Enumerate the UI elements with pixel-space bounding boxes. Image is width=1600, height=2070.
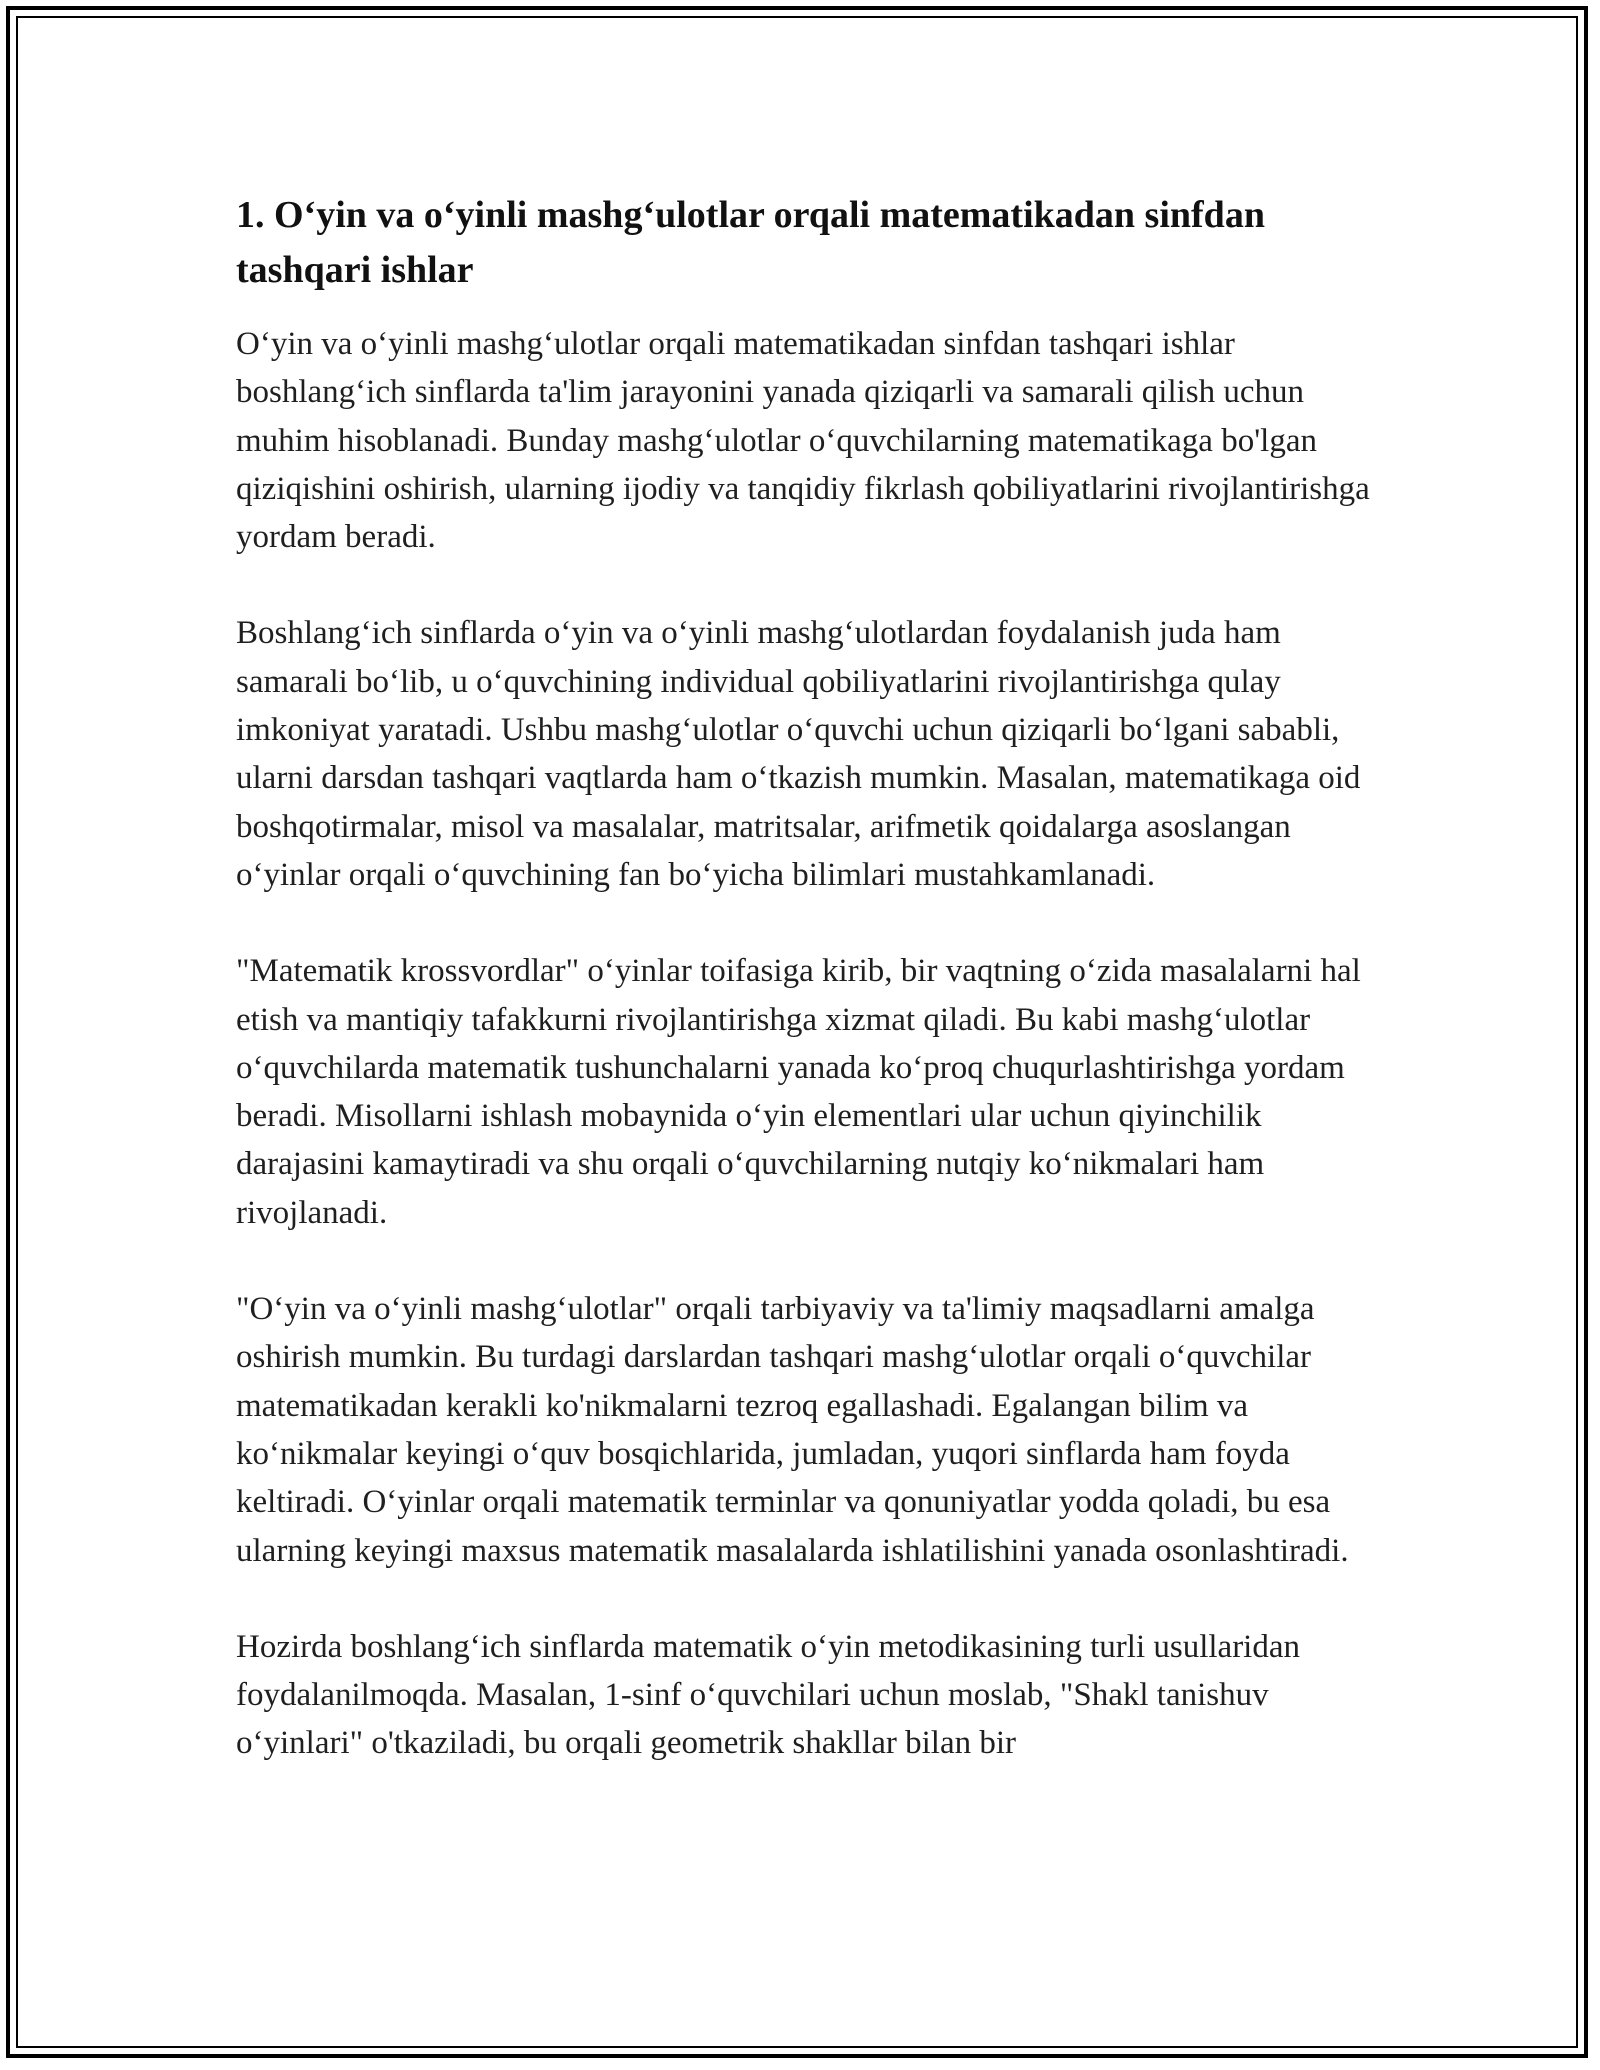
paragraph-4: "O‘yin va o‘yinli mashg‘ulotlar" orqali tarbiyaviy va ta'limiy maqsadlarni amalga oshirish mumkin. Bu turdagi darslardan tashqari mashg‘ulotlar orqali o‘quvchilar matematikadan kerakli ko'nikmalarni tezroq egallashadi. Egalangan bilim va ko‘nikmalar keyingi o‘quv bosqichlarida, jumladan, yuqori sinflarda ham foyda keltiradi. O‘yinlar orqali matematik terminlar va qonuniyatlar yodda qoladi, bu esa ularning keyingi maxsus matematik masalalarda ishlatilishini yanada osonlashtiradi. bbox=[236, 1291, 1349, 1569]
section-title: 1. O‘yin va o‘yinli mashg‘ulotlar orqali matematikadan sinfdan tashqari ishlar bbox=[236, 194, 1265, 291]
paragraph-2: Boshlang‘ich sinflarda o‘yin va o‘yinli mashg‘ulotlardan foydalanish juda ham samarali bo‘lib, u o‘quvchining individual qobiliyatlarini rivojlantirishga qulay imkoniyat yaratadi. Ushbu mashg‘ulotlar o‘quvchi uchun qiziqarli bo‘lgani sababli, ularni darsdan tashqari vaqtlarda ham o‘tkazish mumkin. Masalan, matematikaga oid boshqotirmalar, misol va masalalar, matritsalar, arifmetik qoidalarga asoslangan o‘yinlar orqali o‘quvchining fan bo‘yicha bilimlari mustahkamlanadi. bbox=[236, 615, 1361, 893]
paragraph-1: O‘yin va o‘yinli mashg‘ulotlar orqali matematikadan sinfdan tashqari ishlar boshlang‘ich sinflarda ta'lim jarayonini yanada qiziqarli va samarali qilish uchun muhim hisoblanadi. Bunday mashg‘ulotlar o‘quvchilarning matematikaga bo'lgan qiziqishini oshirish, ularning ijodiy va tanqidiy fikrlash qobiliyatlarini rivojlantirishga yordam beradi. bbox=[236, 326, 1370, 556]
paragraph-3: "Matematik krossvordlar" o‘yinlar toifasiga kirib, bir vaqtning o‘zida masalalarni hal etish va mantiqiy tafakkurni rivojlantirishga xizmat qiladi. Bu kabi mashg‘ulotlar o‘quvchilarda matematik tushunchalarni yanada ko‘proq chuqurlashtirishga yordam beradi. Misollarni ishlash mobaynida o‘yin elementlari ular uchun qiyinchilik darajasini kamaytiradi va shu orqali o‘quvchilarning nutqiy ko‘nikmalari ham rivojlanadi. bbox=[236, 953, 1361, 1231]
paragraph-5: Hozirda boshlang‘ich sinflarda matematik o‘yin metodikasining turli usullaridan foydalanilmoqda. Masalan, 1-sinf o‘quvchilari uchun moslab, "Shakl tanishuv o‘yinlari" o'tkaziladi, bu orqali geometrik shakllar bilan bir bbox=[236, 1628, 1300, 1762]
document-body bbox=[236, 188, 1376, 1768]
